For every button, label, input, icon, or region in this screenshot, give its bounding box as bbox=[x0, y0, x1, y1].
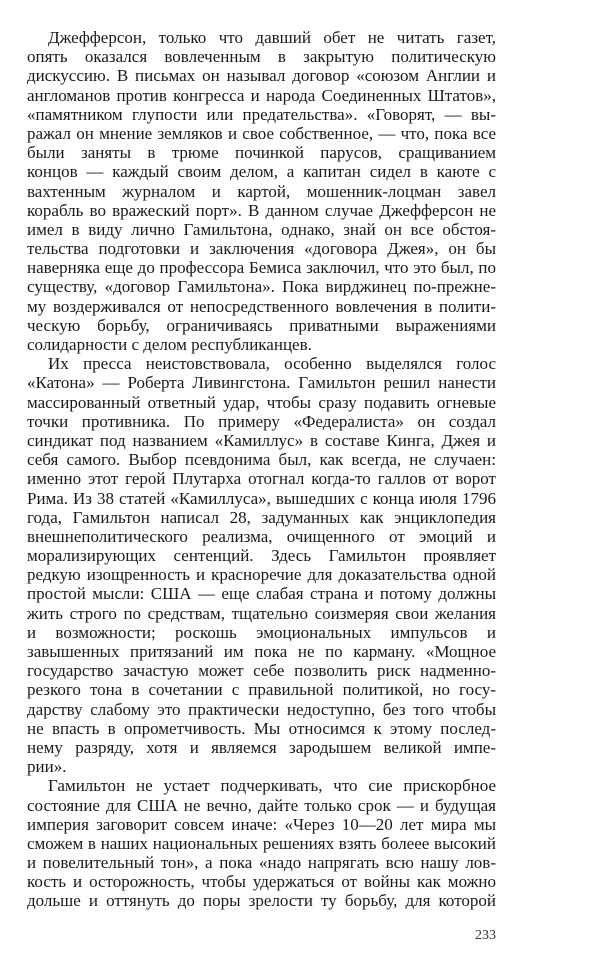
text-line: и повелительный тон», а пока «надо напрягать всю нашу лов- bbox=[27, 853, 496, 873]
text-line: Джефферсон, только что давший обет не читать газет, bbox=[48, 28, 496, 47]
text-line: Гамильтон не устает подчеркивать, что сие прискорбное bbox=[48, 776, 496, 796]
paragraph bbox=[27, 776, 496, 910]
text-line: не впасть в опрометчивость. Мы относимся к этому послед- bbox=[27, 718, 496, 738]
text-line: состояние для США не вечно, дайте только срок — и будущая bbox=[27, 795, 496, 815]
text-line: себя самого. Выбор псевдонима был, как всегда, не случаен: bbox=[27, 450, 496, 470]
text-line: внешнеполитического реализма, очищенного от эмоций и bbox=[27, 526, 496, 546]
text-line: синдикат под названием «Камиллус» в составе Кинга, Джея и bbox=[27, 430, 496, 450]
text-line: кость и осторожность, чтобы удержаться от войны как можно bbox=[27, 872, 496, 892]
text-line: «Катона» — Роберта Ливингстона. Гамильтон решил нанести bbox=[27, 373, 496, 393]
text-line: редкую изощренность и красноречие для доказательства одной bbox=[27, 565, 496, 585]
text-line: му воздерживался от непосредственного вовлечения в полити- bbox=[27, 296, 496, 316]
text-line: года, Гамильтон написал 28, задуманных как энциклопедия bbox=[27, 507, 496, 527]
text-line: простой мысли: США — еще слабая страна и потому должны bbox=[27, 584, 496, 604]
text-line: государство зачастую может себе позволить риск надменно- bbox=[27, 661, 496, 681]
text-line: дарству слабому это практически недоступно, без того чтобы bbox=[27, 699, 496, 719]
text-line: вахтенным журналом и картой, мошенник-лоцман завел bbox=[27, 181, 496, 201]
text-line: концов — каждый своим делом, а капитан сидел в каюте с bbox=[27, 162, 496, 182]
text-line: корабль во вражеский порт». В данном случае Джефферсон не bbox=[27, 200, 496, 220]
text-line: были заняты в трюме починкой парусов, сращиванием bbox=[27, 143, 496, 163]
text-line: ражал он мнение земляков и свое собственное, — что, пока все bbox=[27, 123, 496, 143]
paragraph bbox=[27, 354, 496, 776]
text-line: резкого тона в сочетании с правильной политикой, но госу- bbox=[27, 680, 496, 700]
text-line: тельства подготовки и заключения «договора Джея», он бы bbox=[27, 239, 496, 259]
text-line: массированный ответный удар, чтобы сразу подавить огневые bbox=[27, 392, 496, 412]
text-line: солидарности с делом республиканцев. bbox=[27, 335, 312, 354]
text-line: именно этот герой Плутарха отогнал когда-то галлов от ворот bbox=[27, 469, 496, 489]
text-line: Рима. Из 38 статей «Камиллуса», вышедших с конца июля 1796 bbox=[27, 488, 496, 508]
text-line: «памятником глупости или предательства». «Говорят, — вы- bbox=[27, 104, 496, 124]
text-line: нему разряду, хотя и являемся зародышем великой импе- bbox=[27, 737, 496, 757]
text-line: наверняка еще до профессора Бемиса заключил, что это был, по bbox=[27, 258, 496, 278]
page-number: 233 bbox=[475, 928, 496, 943]
text-line: империя заговорит совсем иначе: «Через 10—20 лет мира мы bbox=[27, 814, 496, 834]
text-line: точки противника. По примеру «Федералиста» он создал bbox=[27, 411, 496, 431]
text-line: морализирующих сентенций. Здесь Гамильтон проявляет bbox=[27, 546, 496, 566]
text-line: жить строго по средствам, тщательно соизмеряя свои желания bbox=[27, 603, 496, 623]
text-line: англоманов против конгресса и народа Соединенных Штатов», bbox=[27, 85, 496, 105]
paragraph bbox=[27, 28, 496, 354]
text-line: Их пресса неистовствовала, особенно выделялся голос bbox=[48, 354, 496, 374]
text-line: завышенных притязаний им пока не по карману. «Мощное bbox=[27, 642, 496, 661]
book-page-text bbox=[27, 28, 496, 911]
text-line: сможем в наших национальных решениях взять болеее высокий bbox=[27, 833, 496, 853]
text-line: ческую борьбу, ограничиваясь приватными выражениями bbox=[27, 315, 496, 335]
text-line: существу, «договор Гамильтона». Пока вирджинец по-прежне- bbox=[27, 277, 496, 297]
text-line: дискуссию. В письмах он называл договор «союзом Англии и bbox=[27, 66, 496, 86]
text-line: рии». bbox=[27, 757, 67, 777]
text-line: и возможности; роскошь эмоциональных импульсов и bbox=[27, 622, 496, 642]
text-line: имел в виду лично Гамильтона, однако, знай он все обстоя- bbox=[27, 219, 496, 239]
text-line: дольше и оттянуть до поры зрелости ту борьбу, для которой bbox=[27, 891, 496, 911]
text-line: опять оказался вовлеченным в закрытую политическую bbox=[27, 47, 496, 67]
